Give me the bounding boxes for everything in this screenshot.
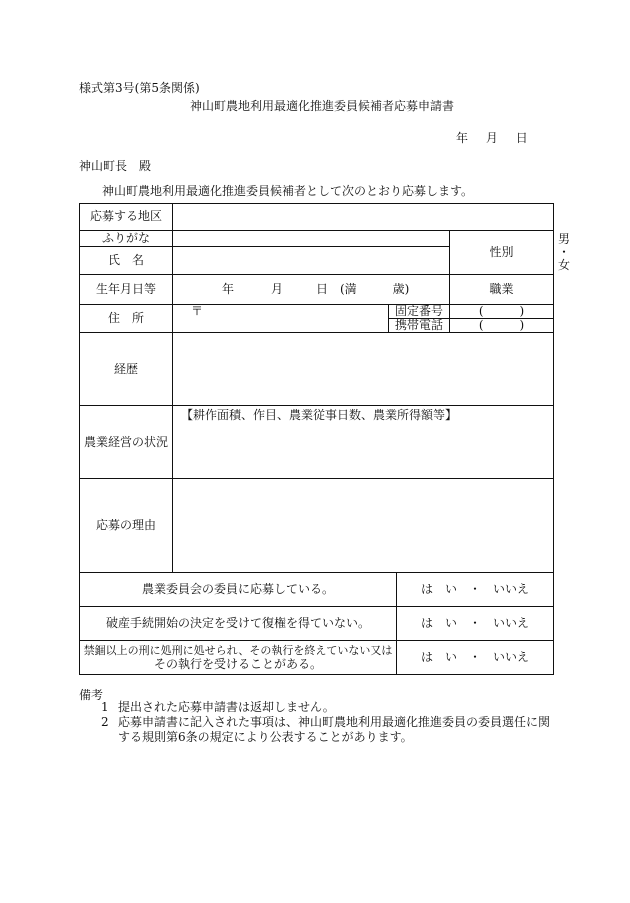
region-row: [80, 204, 554, 231]
reason-row: [80, 479, 554, 573]
remark-number: 1: [101, 700, 109, 714]
region-label: 応募する地区: [80, 204, 173, 231]
landline-label: 固定番号: [389, 305, 450, 319]
date-year: 年: [456, 131, 469, 145]
intro-text: 神山町農地利用最適化推進委員候補者として次のとおり応募します。: [102, 184, 474, 198]
career-row: [80, 333, 554, 406]
form-number: 様式第3号(第5条関係): [79, 81, 200, 95]
age-label: (満 歳): [340, 282, 410, 296]
furigana-label: ふりがな: [80, 231, 173, 247]
question-1-row: [80, 573, 554, 607]
remarks-title: 備考: [79, 688, 104, 702]
address-field[interactable]: [173, 305, 389, 333]
question-2-answer[interactable]: は い ・ いいえ: [397, 607, 554, 641]
occupation-label: 職業: [450, 275, 554, 305]
question-3-answer[interactable]: は い ・ いいえ: [397, 641, 554, 675]
birth-year: 年: [222, 282, 235, 296]
question-3-row: [80, 641, 554, 675]
region-field[interactable]: [173, 204, 554, 231]
career-label: 経歴: [80, 333, 173, 406]
postal-mark: 〒: [191, 304, 204, 318]
birth-label: 生年月日等: [80, 275, 173, 305]
remark-item: [101, 715, 553, 745]
farm-field[interactable]: [173, 406, 554, 479]
mobile-field[interactable]: ( ): [450, 319, 554, 333]
career-field[interactable]: [173, 333, 554, 406]
date-day: 日: [515, 131, 528, 145]
name-label: 氏 名: [80, 247, 173, 275]
question-3: [80, 641, 397, 675]
question-2: 破産手続開始の決定を受けて復権を得ていない。: [80, 607, 397, 641]
mobile-label: 携帯電話: [389, 319, 450, 333]
farm-hint: 【耕作面積、作目、農業従事日数、農業所得額等】: [181, 408, 458, 423]
address-label: 住 所: [80, 305, 173, 333]
birth-field[interactable]: [173, 275, 450, 305]
question-3-line-1: 禁錮以上の刑に処刑に処せられ、その執行を終えていない又は: [83, 643, 393, 657]
farm-label: 農業経営の状況: [80, 406, 173, 479]
remark-item: [101, 700, 553, 715]
birth-row: [80, 275, 554, 305]
question-1: 農業委員会の委員に応募している。: [80, 573, 397, 607]
reason-field[interactable]: [173, 479, 554, 573]
remark-text: 応募申請書に記入された事項は、神山町農地利用最適化推進委員の委員選任に関する規則第6条の規定により公表することがあります。: [118, 715, 551, 744]
furigana-field[interactable]: [173, 231, 450, 247]
addressee: 神山町長 殿: [79, 159, 152, 173]
furigana-row: ふりがな 性別 男 ・ 女: [80, 231, 554, 247]
farm-row: [80, 406, 554, 479]
address-row: [80, 305, 554, 319]
birth-month: 月: [271, 282, 284, 296]
name-field[interactable]: [173, 247, 450, 275]
reason-label: 応募の理由: [80, 479, 173, 573]
application-form-table: [79, 203, 571, 675]
date-month: 月: [485, 131, 498, 145]
document-title: 神山町農地利用最適化推進委員候補者応募申請書: [190, 99, 455, 113]
remark-number: 2: [101, 715, 109, 729]
birth-day: 日: [316, 282, 329, 296]
date-line: [456, 129, 528, 146]
question-3-line-2: その執行を受けることがある。: [153, 657, 322, 672]
question-2-row: [80, 607, 554, 641]
gender-label: 性別: [450, 231, 554, 275]
landline-field[interactable]: ( ): [450, 305, 554, 319]
remark-text: 提出された応募申請書は返却しません。: [118, 700, 335, 714]
question-1-answer[interactable]: は い ・ いいえ: [397, 573, 554, 607]
